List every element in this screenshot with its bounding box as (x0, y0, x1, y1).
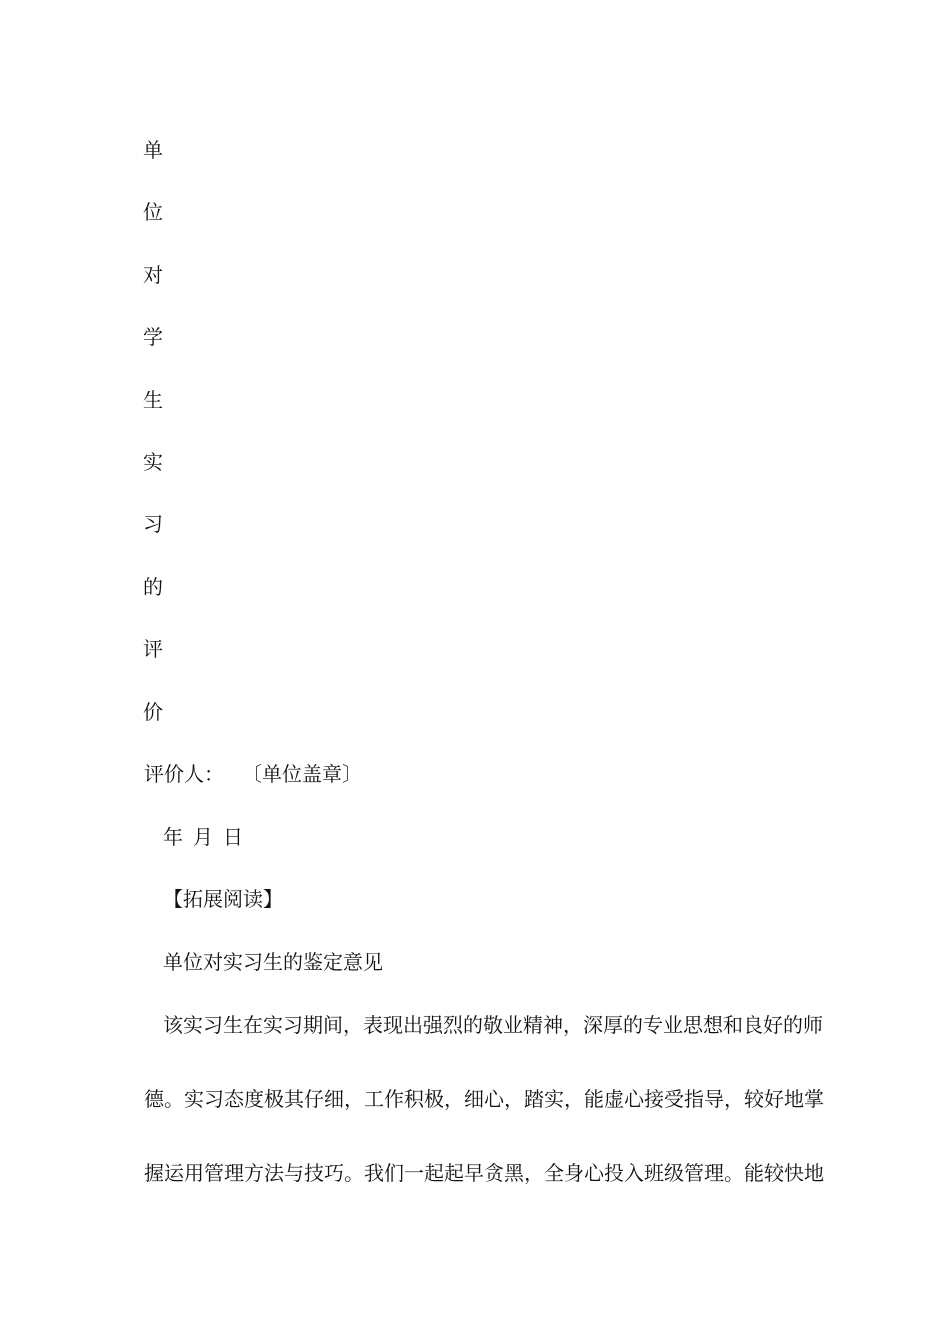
vertical-heading-char: 单 (143, 138, 163, 162)
vertical-heading-char: 位 (143, 200, 163, 224)
vertical-heading-char: 对 (143, 263, 163, 287)
vertical-heading-char: 的 (143, 575, 163, 599)
date-month: 月 (193, 825, 213, 849)
seal-label: 〔单位盖章〕 (242, 762, 362, 786)
date-line (163, 825, 243, 849)
date-day: 日 (223, 825, 243, 849)
paragraph-line: 该实习生在实习期间，表现出强烈的敬业精神，深厚的专业思想和良好的师 (163, 1013, 823, 1037)
vertical-heading-char: 学 (143, 325, 163, 349)
vertical-heading-char: 价 (143, 700, 163, 724)
date-year: 年 (163, 825, 183, 849)
paragraph-line: 握运用管理方法与技巧。我们一起起早贪黑，全身心投入班级管理。能较快地 (144, 1161, 824, 1185)
vertical-heading-char: 实 (143, 450, 163, 474)
vertical-heading-char: 生 (143, 388, 163, 412)
section-subtitle: 单位对实习生的鉴定意见 (163, 950, 383, 974)
paragraph-line: 德。实习态度极其仔细，工作积极，细心，踏实，能虚心接受指导，较好地掌 (144, 1087, 824, 1111)
vertical-heading-char: 评 (143, 637, 163, 661)
evaluator-label: 评价人： (144, 762, 224, 786)
vertical-heading-char: 习 (143, 512, 163, 536)
evaluator-line (144, 762, 362, 786)
extended-reading-heading: 【拓展阅读】 (163, 887, 283, 911)
